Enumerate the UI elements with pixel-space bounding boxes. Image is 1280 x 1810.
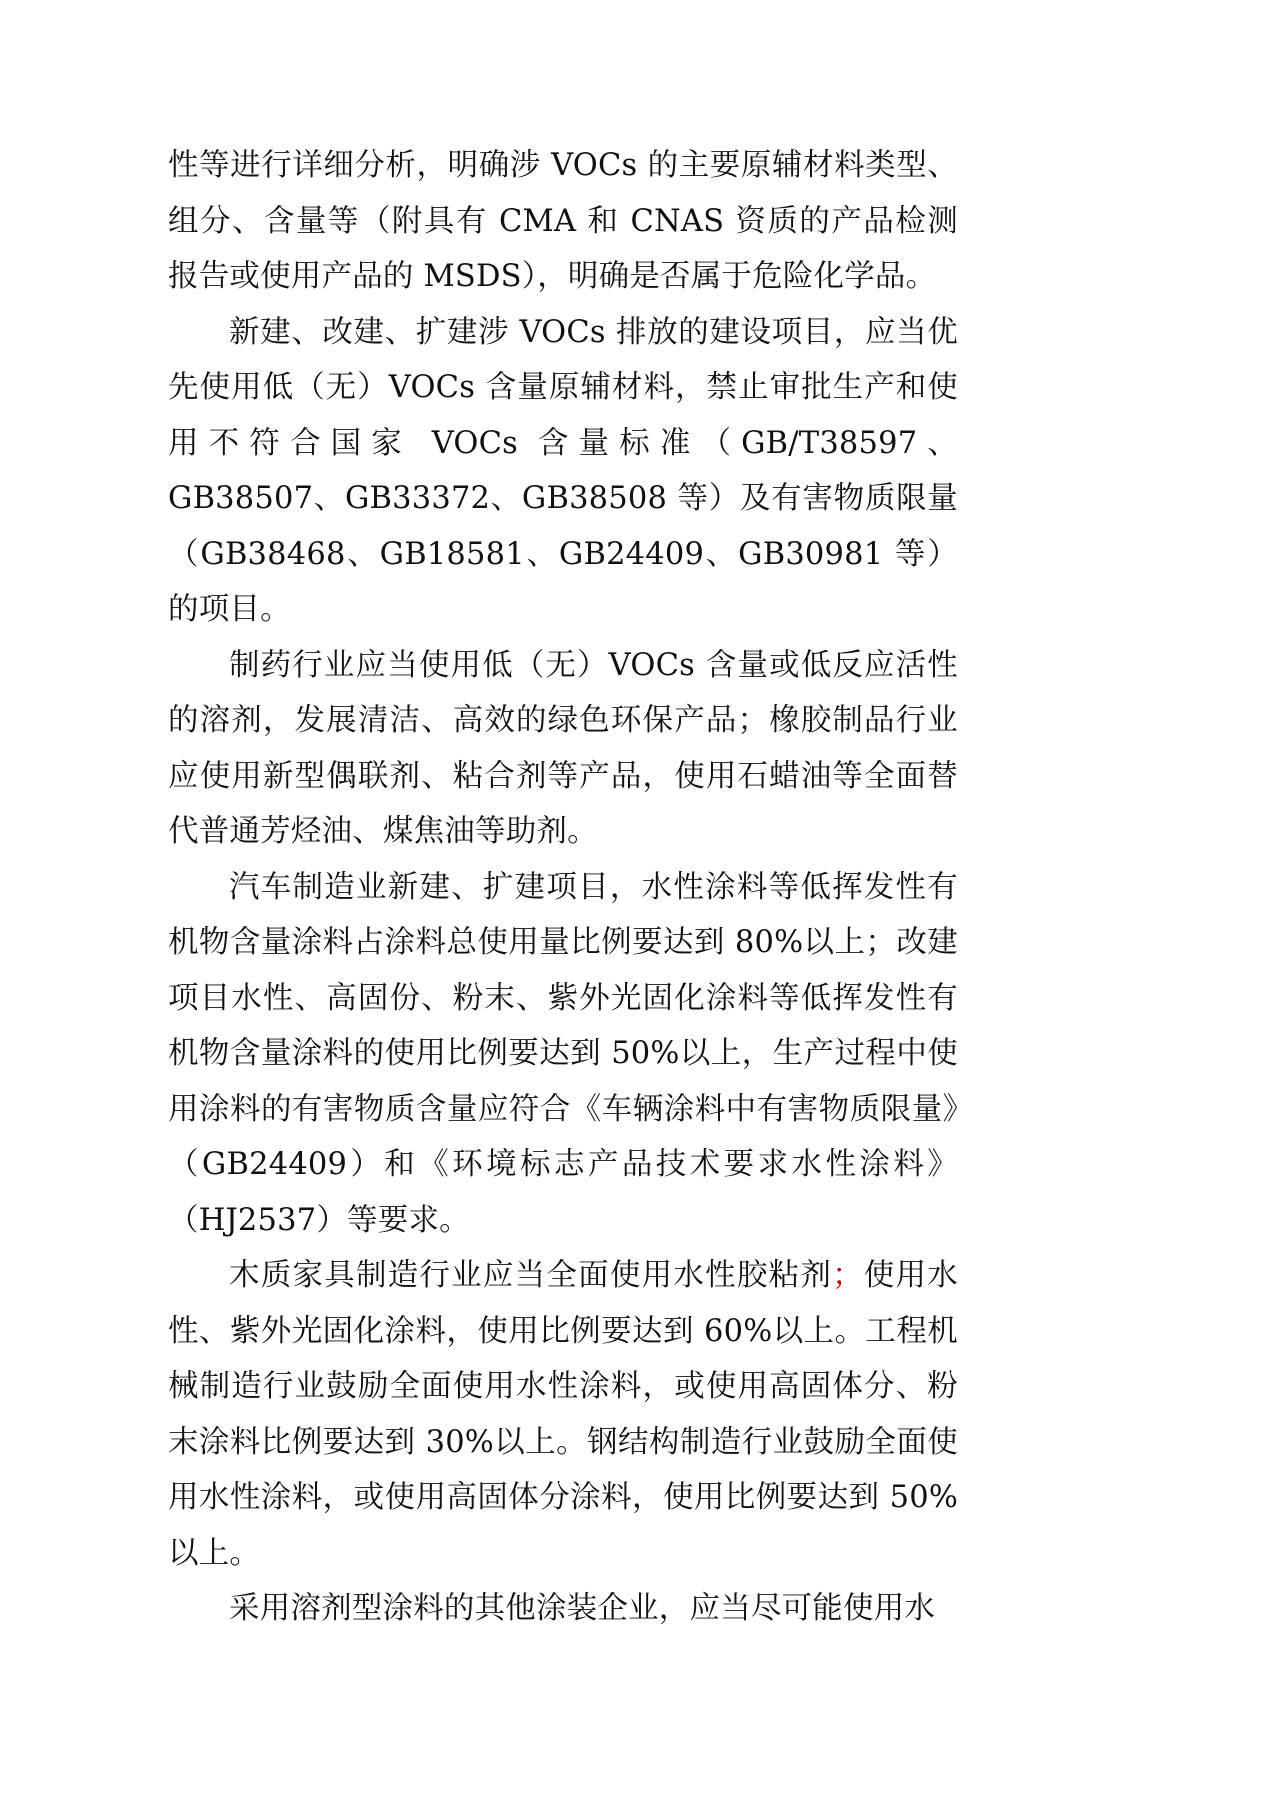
paragraph-3: 制药行业应当使用低（无）VOCs 含量或低反应活性的溶剂，发展清洁、高效的绿色环保产品；橡胶制品行业应使用新型偶联剂、粘合剂等产品，使用石蜡油等全面替代普通芳烃油、煤焦油等助剂。	[168, 647, 958, 849]
paragraph-1: 性等进行详细分析，明确涉 VOCs 的主要原辅材料类型、组分、含量等（附具有 CMA 和 CNAS 资质的产品检测报告或使用产品的 MSDS），明确是否属于危险化学品。	[168, 148, 958, 294]
page-body-text	[168, 138, 958, 1637]
paragraph-5-segment-2-highlight: ；	[832, 1258, 863, 1293]
paragraph-5-segment-3: 使用水性、紫外光固化涂料，使用比例要达到 60%以上。工程机械制造行业鼓励全面使用水性涂料，或使用高固体分、粉末涂料比例要达到 30%以上。钢结构制造行业鼓励全面使用水性涂料，或使用高固体分涂料，使用比例要达到 50%以上。	[168, 1258, 958, 1571]
paragraph-5	[168, 1248, 958, 1581]
paragraph-2: 新建、改建、扩建涉 VOCs 排放的建设项目，应当优先使用低（无）VOCs 含量原辅材料，禁止审批生产和使用不符合国家 VOCs 含量标准（GB/T38597、GB38507、GB33372、GB38508 等）及有害物质限量（GB38468、GB18581、GB24409、GB30981 等）的项目。	[168, 314, 958, 627]
paragraph-4: 汽车制造业新建、扩建项目，水性涂料等低挥发性有机物含量涂料占涂料总使用量比例要达到 80%以上；改建项目水性、高固份、粉末、紫外光固化涂料等低挥发性有机物含量涂料的使用比例要达到 50%以上，生产过程中使用涂料的有害物质含量应符合《车辆涂料中有害物质限量》（GB24409）和《环境标志产品技术要求水性涂料》（HJ2537）等要求。	[168, 869, 958, 1238]
paragraph-6: 采用溶剂型涂料的其他涂装企业，应当尽可能使用水	[229, 1591, 936, 1626]
paragraph-5-segment-1: 木质家具制造行业应当全面使用水性胶粘剂	[229, 1258, 833, 1293]
